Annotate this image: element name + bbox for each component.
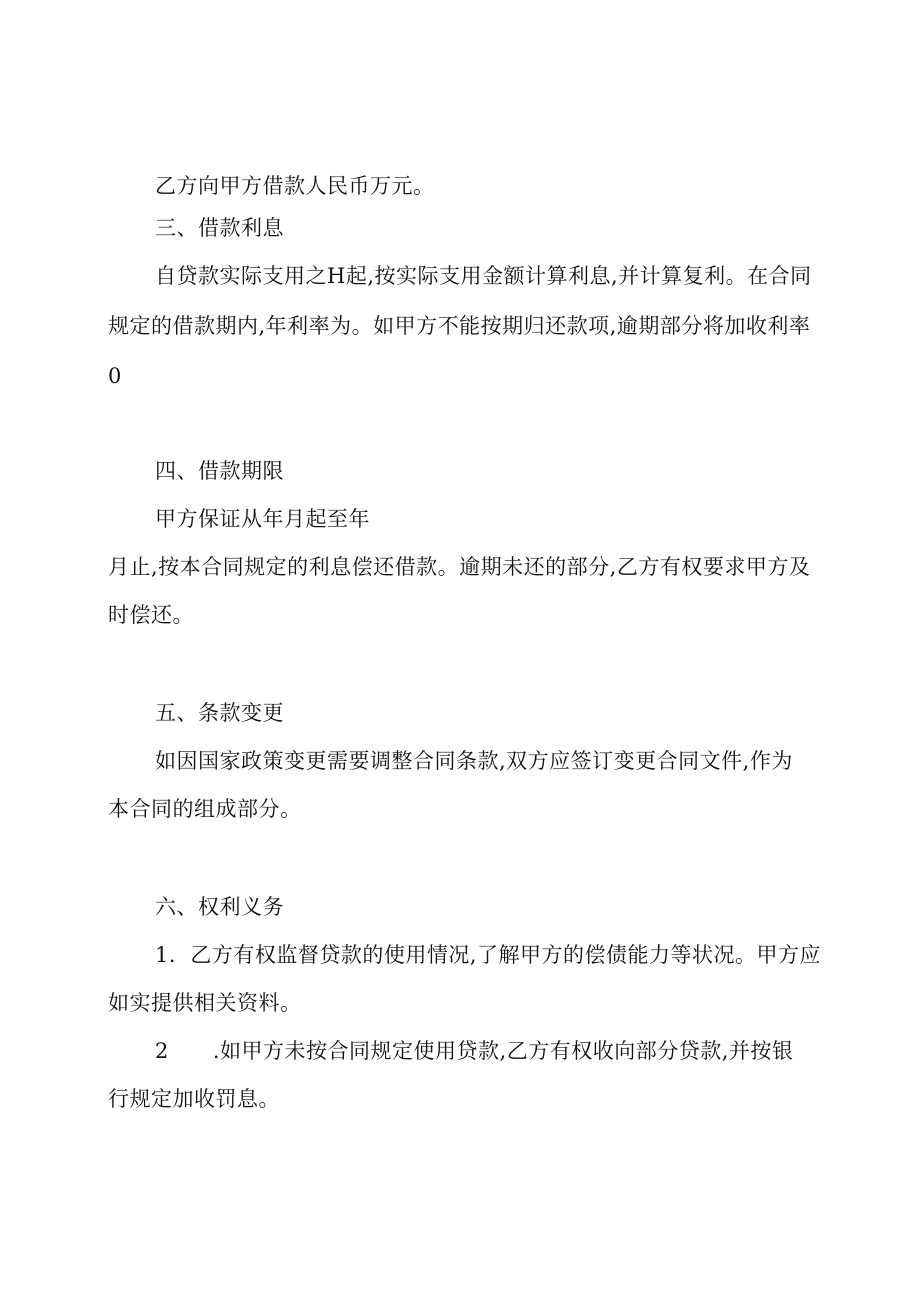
item-2-line-1 — [155, 1037, 793, 1065]
heading-clause-change: 五、条款变更 — [155, 701, 284, 725]
item-1-line-2: 如实提供相关资料。 — [108, 991, 302, 1015]
item-2-text: .如甲方未按合同规定使用贷款,乙方有权收向部分贷款,并按银 — [212, 1039, 794, 1063]
paragraph-term-line-1: 甲方保证从年月起至年 — [155, 507, 370, 531]
paragraph-term-line-2: 月止,按本合同规定的利息偿还借款。逾期未还的部分,乙方有权要求甲方及 — [108, 555, 811, 579]
heading-rights-obligations: 六、权利义务 — [155, 895, 284, 919]
heading-loan-term: 四、借款期限 — [155, 459, 284, 483]
item-2-number: 2 — [155, 1039, 169, 1063]
item-1-line-1: 1．乙方有权监督贷款的使用情况,了解甲方的偿债能力等状况。甲方应 — [155, 943, 822, 967]
paragraph-interest-line-3: 0 — [108, 364, 122, 388]
paragraph-loan-amount: 乙方向甲方借款人民币万元。 — [155, 174, 435, 198]
paragraph-interest-line-2: 规定的借款期内,年利率为。如甲方不能按期归还款项,逾期部分将加收利率 — [108, 314, 811, 338]
paragraph-change-line-2: 本合同的组成部分。 — [108, 797, 302, 821]
paragraph-change-line-1: 如因国家政策变更需要调整合同条款,双方应签订变更合同文件,作为 — [155, 749, 793, 773]
item-2-line-2: 行规定加收罚息。 — [108, 1087, 280, 1111]
heading-interest: 三、借款利息 — [155, 216, 284, 240]
paragraph-interest-line-1: 自贷款实际支用之H起,按实际支用金额计算利息,并计算复利。在合同 — [155, 264, 812, 288]
paragraph-term-line-3: 时偿还。 — [108, 603, 194, 627]
